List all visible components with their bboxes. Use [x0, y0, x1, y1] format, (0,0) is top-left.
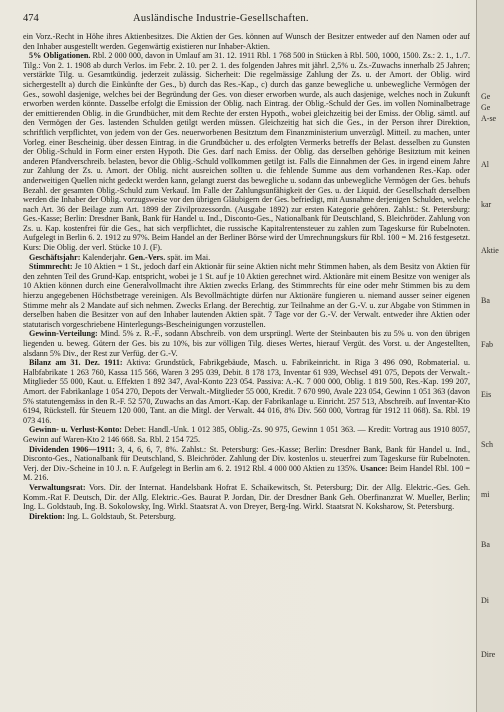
- paragraph-supervisory-board: Verwaltungsrat: Vors. Dir. der Internat. Handelsbank Hofrat E. Schaikewitsch, St. Petersburg; Dir. der Allg. Elektric.-Ges. Geh. Komm.-Rat F. Deutsch, Dir. der Allg. Elektric.-Ges. Baurat P. Jordan, Dir. der Dresdner Bank Geh. Oberfinanzrat W. Mueller, Berlin; Ing. L. Goldstaub, Ing. B. Sokolowsky, Ing. Wirkl. Staatsrat A. von Dreyer, Berg-Ing. Wirkl. Staatsrat N. Koksharow, St. Petersburg.: [23, 482, 470, 512]
- strip-fragment: Ba: [481, 540, 490, 549]
- neighbor-page-strip: [476, 0, 504, 712]
- strip-fragment: Di: [481, 596, 489, 605]
- strip-fragment: kar: [481, 200, 492, 209]
- document-body: [23, 32, 470, 704]
- strip-fragment: A-se: [481, 114, 497, 123]
- strip-fragment: Aktie: [481, 246, 499, 255]
- strip-fragment: mi: [481, 490, 490, 499]
- strip-fragment: Ba: [481, 296, 490, 305]
- paragraph-profit-loss-account: Gewinn- u. Verlust-Konto: Debet: Handl.-Unk. 1 012 385, Oblig.-Zs. 90 975, Gewinn 1 051 363. — Kredit: Vortrag aus 1910 8057, Gewinn auf Waren-Kto 2 146 668. Sa. Rbl. 2 154 725.: [23, 425, 470, 444]
- running-header: [23, 12, 473, 26]
- running-title: Ausländische Industrie-Gesellschaften.: [133, 13, 309, 24]
- paragraph-balance-sheet: Bilanz am 31. Dez. 1911: Aktiva: Grundstück, Fabrikgebäude, Masch. u. Fabrikeinricht. in Riga 3 496 090, Robmaterial. u. Halbfabrikate 1 263 760, Kassa 115 566, Waren 3 295 039, Debit. 8 178 173, Inventar 61 939, Wechsel 491 075, Depots der Verwalt.-Mitglieder 55 000, Kaut. u. Effekten 1 892 347, Aval-Konto 223 054. Passiva: A.-K. 7 000 000, Oblig. 1 819 500, Res.-Kap. 199 207, Amort. der Fabrikanlage 1 054 270, Depots der Verwalt.-Mitglieder 55 000, Kredit. 7 670 990, Avale 223 054, Gewinn 1 051 363 (davon 5% statutengemäss in den R.-F. 52 570, Zuwachs an das Amort.-Kap. der Fabrikanlage u. Einricht. 257 513, Abschreib. auf Inventar-Kto 6194, Rückstell. für Steuern 120 000, Tant. an die Mitgl. der Verwalt. 44 016, 8% Div. 560 000, Vortrag für 1912 11 068). Sa. Rbl. 19 073 416.: [23, 358, 470, 425]
- strip-fragment: Ge: [481, 103, 491, 112]
- paragraph-voting-rights: Stimmrecht: Je 10 Aktien = 1 St., jedoch darf ein Aktionär für seine Aktien nicht mehr Stimmen haben, als dem Besitz von Aktien für den zehnten Teil des Grund-Kap. entspricht, wobei je 1 St. auf je 10 Aktien gerechnet wird. Aktionäre mit einem Besitze von weniger als 10 Aktien können durch eine Generalvollmacht ihre Aktien zwecks Erlang. des Stimmrechts für eine oder mehr Stimmen bis zu dem hierzu angegebenen Höchstbetrage vereinigen. Als Bevollmächtigte dürfen nur Aktionäre fungieren u. niemand ausser seiner eigenen Stimme mehr als 2 Mandate auf sich nehmen. Zwecks Erlang. der Berechtig. zur Teilnahme an der G.-V. u. zur Abgabe von Stimmen in derselben haben die Besitzer von auf den Inhaber lautenden Aktien spät. 7 Tage vor der G.-V. der Verwalt. entweder ihre Aktien oder statutarisch vorgeschriebene Hinterlegungs-Bescheinigungen vorzustellen.: [23, 262, 470, 329]
- strip-fragment: Sch: [481, 440, 493, 449]
- paragraph-share-types: ein Vorz.-Recht in Höhe ihres Aktienbesitzes. Die Aktien der Ges. können auf Wunsch der Besitzer entweder auf den Namen oder auf den Inhaber ausgestellt werden. Gegenwärtig existieren nur Inhaber-Aktien.: [23, 32, 470, 51]
- paragraph-fiscal-year: Geschäftsjahr: Kalenderjahr. Gen.-Vers. spät. im Mai.: [29, 252, 211, 262]
- strip-fragment: Dire: [481, 650, 496, 659]
- page-number: 474: [23, 13, 39, 24]
- paragraph-obligations: 5% Obligationen. Rbl. 2 000 000, davon in Umlauf am 31. 12. 1911 Rbl. 1 768 500 in Stücken à Rbl. 500, 1000, 1500. Zs.: 2. 1., 1./7. Tilg.: Von 2. 1. 1908 ab durch Verlos. im Febr. 2. 10. per 2. 1. des folgenden Jahres mit jährl. 2,5% u. Zs.-Zuwachs innerhalb 25 Jahren; verstärkte Tilg. u. Gesamtkündig. jederzeit zulässig. Sicherheit: Die regelmässige Zahlung der Zs. u. der Amort. der Oblig. wird sichergestellt a) durch die Einkünfte der Ges., b) durch das Res.-Kap., c) durch das ganze bewegliche u. unbewegliche Vermögen der Ges., sowohl dasjenige, welches bei der Begründung der Ges. von dieser erworben wurde, als auch dasjenige, welches noch in Zukunft erworben werden könnte. Dasselbe erfolgt die Emission der Oblig. nach Eintrag. der Oblig.-Schuld der Ges. im vollen Nominalbetrage der emittierenden Oblig. in die Grundbücher, mit dem Rechte der ersten Hypoth., wobei gleichzeitig bei der Emiss. der Oblig. sämtl. auf den Vermögen der Ges. lastenden Schulden getilgt werden müssen. Gleichzeitig hat sich die Ges., in der Person ihrer Direktion, schriftlich verpflichtet, von jedem von der Ges. neuerworbenen Besitztum dem Finanzministerium unverzügl. Mitteil. zu machen, unter Vorleg. einer Bescheinig. über dessen Eintrag. in die Grundbücher u. des erfolgten Vermerks betreffs der Belast. desselben zu Gunsten der Oblig.-Schuld in Form einer ersten Hypoth. Die Ges. darf nach Emiss. der Oblig. das derselben gehörige Besitztum mit keinen anderen Pfandverschreib. belasten, bevor die Oblig.-Schuld vollkommen getilgt ist. Falls die Einnahmen der Ges. in irgend einem Jahre zur Zahlung der Zs. u. Amort. der Oblig. nicht ausreichen sollten u. die fehlende Summe aus dem vorhandenen Res.-Kap. oder anderweitigen Quellen nicht gedeckt werden kann, gelangt zuerst das bewegliche u. sodann das unbewegliche Vermögen der Ges. behufs Bezahl. der gesamten Oblig.-Schuld zum Verkauf. Im Falle der Zahlungsunfähigkeit der Ges. u. der Liquid. der Gesellschaft derselben werden die Inhaber der Oblig. vorzugsweise vor den übrigen Gläubigern der Ges. befriedigt, mit Ausnahme derjenigen Schulden, welche nach Art. 36 der Beilage zum Art. 1899 der Zivilprozessordn. (Ausgabe 1892) zur ersten Kategorie gehören. Zahlst.: St. Petersburg: Ges.-Kasse; Berlin: Dresdner Bank, Bank für Handel u. Ind., Disconto-Ges., Nationalbank für Deutschland, S. Bleichröder. Zahlung von Zs. u. Kap. kostenfrei für die Ges., hat sich verpflichtet, die russische Kapitalrentensteuer zu zahlen zum Tageskurse für Rubelnoten. Aufgelegt in Berlin 6. 2. 1912 zu 97%. Beim Handel an der Berliner Börse wird der Umrechnungskurs für Rbl. 100 = M. 216 festgesetzt. Kurs: Die Oblig. der verl. Stücke 10 J. (F).: [23, 51, 470, 253]
- strip-fragment: Eis: [481, 390, 492, 399]
- paragraph-profit-distribution: Gewinn-Verteilung: Mind. 5% z. R.-F., sodann Abschreib. von dem ursprüngl. Werte der Steinbauten bis zu 5% u. von den übrigen liegenden u. beweg. Gütern der Ges. bis zu 10%, bis zur völligen Tilg. dieses Wertes, hierauf Vergüt. des Vorst. u. der Angestellten, alsdann 5% Div., der Rest zur Verfüg. der G.-V.: [23, 329, 470, 358]
- strip-fragment: Fab: [481, 340, 493, 349]
- strip-fragment: Al: [481, 160, 489, 169]
- paragraph-dividends: Dividenden 1906—1911: 3, 4, 6, 6, 7, 8%. Zahlst.: St. Petersburg: Ges.-Kasse; Berlin: Dresdner Bank, Bank für Handel u. Ind., Disconto-Ges., Nationalbank für Deutschland, S. Bleichröder. Zahlung der Div. kostenlos u. steuerfrei zum Tageskurse für Rubelnoten. Verj. der Div.-Scheine in 10 J. n. F. Aufgelegt in Berlin am 6. 2. 1912 Rbl. 4 000 000 Aktien zu 135%. Usance: Beim Handel Rbl. 100 = M. 216.: [23, 444, 470, 483]
- strip-fragment: Ge: [481, 92, 491, 101]
- paragraph-management: Direktion: Ing. L. Goldstaub, St. Petersburg.: [29, 511, 176, 521]
